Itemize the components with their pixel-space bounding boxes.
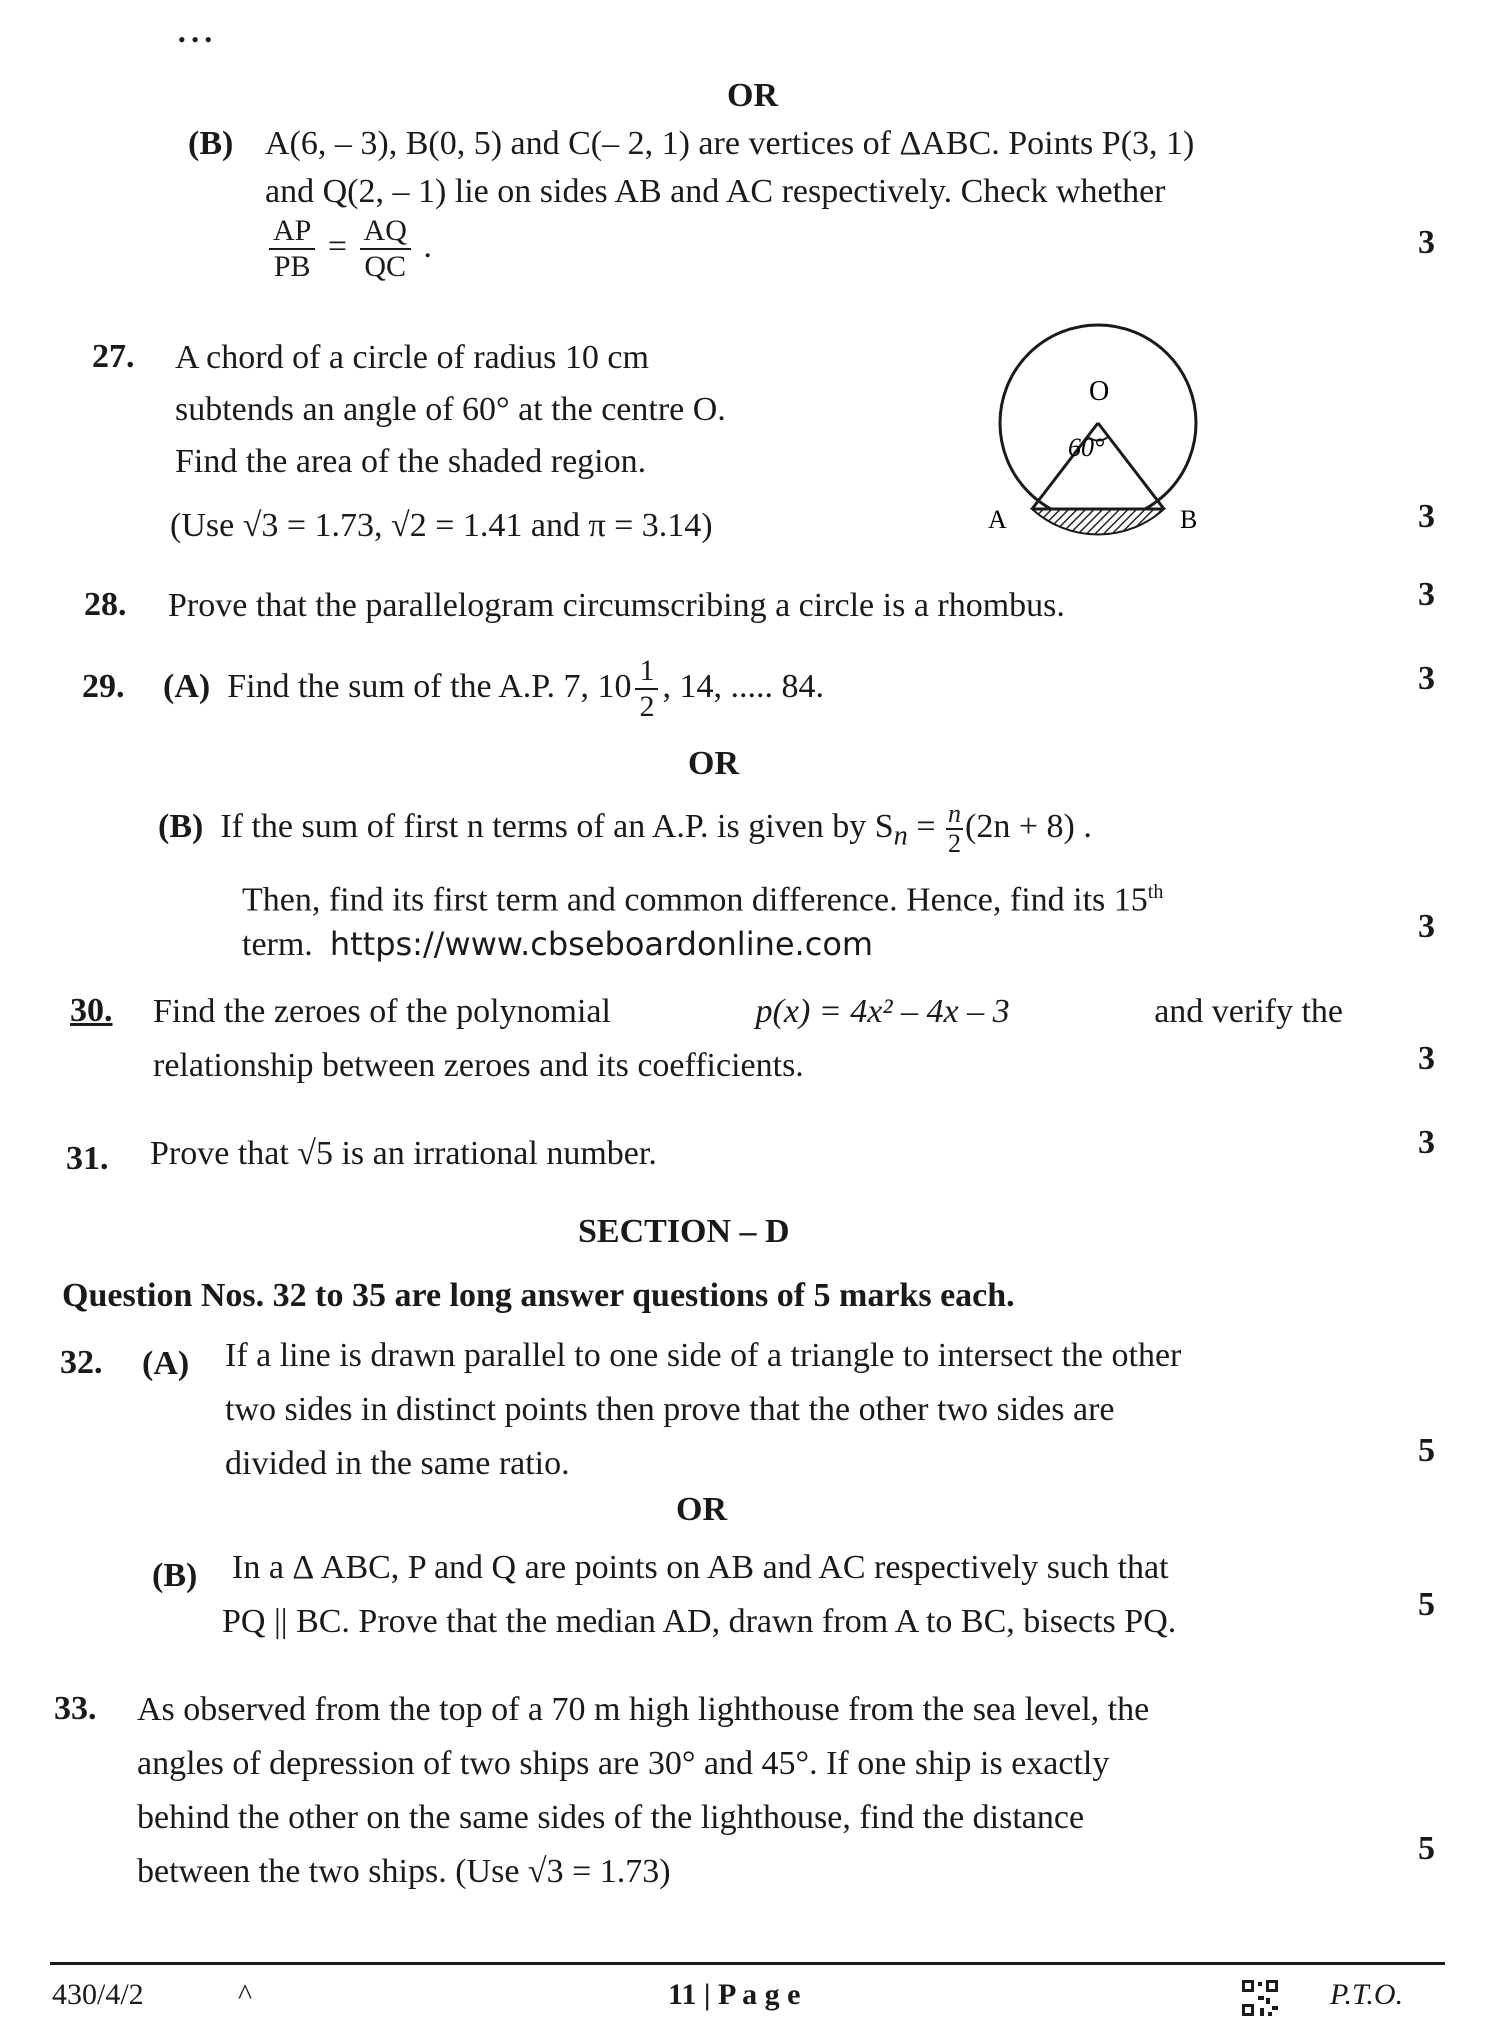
marks: 3 (1418, 1124, 1435, 1161)
fraction-half: $\frac{1}{2}$ (635, 654, 658, 724)
label-angle: 60° (1068, 433, 1105, 462)
caret-mark: ^ (238, 1978, 253, 2011)
option-label: (A) (142, 1345, 190, 1382)
question-number: 31. (66, 1140, 109, 1177)
or-divider: OR (676, 1491, 727, 1528)
marks: 3 (1418, 908, 1435, 945)
question-text: If a line is drawn parallel to one side of a triangle to intersect the other (225, 1337, 1182, 1374)
question-text: Prove that √5 is an irrational number. (150, 1135, 657, 1172)
question-text: between the two ships. (Use √3 = 1.73) (137, 1853, 671, 1890)
marks: 5 (1418, 1830, 1435, 1867)
question-text: A chord of a circle of radius 10 cm (175, 339, 649, 376)
question-text: Find the area of the shaded region. (175, 443, 647, 480)
marks: 5 (1418, 1586, 1435, 1623)
question-text: A(6, – 3), B(0, 5) and C(– 2, 1) are vertices of ΔABC. Points P(3, 1) (265, 125, 1195, 162)
question-number: 33. (54, 1690, 97, 1727)
source-url: https://www.cbseboardonline.com (329, 925, 874, 963)
footer-rule (50, 1962, 1445, 1965)
question-text: behind the other on the same sides of the lighthouse, find the distance (137, 1799, 1085, 1836)
label-b: B (1180, 505, 1198, 534)
continuation-dots: • • • (178, 27, 213, 52)
question-text: and Q(2, – 1) lie on sides AB and AC respectively. Check whether (265, 173, 1166, 210)
question-text: Find the zeroes of the polynomial p(x) = 4x² – 4x – 3 and verify the (153, 986, 1343, 1038)
ratio-expression: $\frac{AP}{PB}$ = $\frac{AQ}{QC}$ . (265, 214, 432, 284)
fraction-aq-qc: $\frac{AQ}{QC}$ (360, 214, 411, 284)
question-29b: (B) If the sum of first n terms of an A.P. is given by $S_n$ = $\frac{n}{2}$ (2n + 8) . (158, 799, 1092, 858)
marks: 3 (1418, 576, 1435, 613)
option-label: (B) (188, 125, 234, 162)
shaded-segment (1032, 509, 1164, 535)
paper-code: 430/4/2 (52, 1978, 144, 2011)
option-label: (B) (152, 1557, 198, 1594)
or-divider: OR (688, 745, 739, 782)
question-text: Then, find its first term and common difference. Hence, find its 15th (242, 881, 1164, 919)
fraction-ap-pb: $\frac{AP}{PB}$ (269, 214, 315, 284)
circle-figure (960, 320, 1230, 550)
marks: 5 (1418, 1432, 1435, 1469)
question-text: relationship between zeroes and its coefficients. (153, 1047, 804, 1084)
question-text: Prove that the parallelogram circumscribing a circle is a rhombus. (168, 587, 1065, 624)
page-number: 11 | P a g e (668, 1978, 801, 2011)
question-number: 28. (84, 586, 127, 623)
question-number: 27. (92, 338, 135, 375)
question-text: PQ || BC. Prove that the median AD, drawn from A to BC, bisects PQ. (222, 1603, 1177, 1640)
section-instructions: Question Nos. 32 to 35 are long answer questions of 5 marks each. (62, 1277, 1015, 1314)
marks: 3 (1418, 498, 1435, 535)
marks: 3 (1418, 660, 1435, 697)
question-text: In a Δ ABC, P and Q are points on AB and AC respectively such that (232, 1549, 1169, 1586)
section-heading: SECTION – D (578, 1213, 790, 1250)
question-text: As observed from the top of a 70 m high lighthouse from the sea level, the (137, 1691, 1150, 1728)
label-o: O (1089, 376, 1110, 407)
radius-ob (1098, 423, 1164, 509)
or-divider: OR (727, 77, 778, 114)
fraction-n-over-2: $\frac{n}{2}$ (948, 799, 962, 858)
question-number: 32. (60, 1344, 103, 1381)
pto-label: P.T.O. (1330, 1978, 1404, 2011)
question-text: term. https://www.cbseboardonline.com (242, 925, 874, 963)
polynomial: p(x) = 4x² – 4x – 3 (755, 993, 1010, 1030)
question-text: two sides in distinct points then prove that the other two sides are (225, 1391, 1115, 1428)
question-number: 29. (82, 668, 125, 705)
question-text: (Use √3 = 1.73, √2 = 1.41 and π = 3.14) (170, 507, 713, 544)
qr-code-icon (1240, 1978, 1280, 2018)
marks: 3 (1418, 1040, 1435, 1077)
question-text: angles of depression of two ships are 30° and 45°. If one ship is exactly (137, 1745, 1110, 1782)
question-29a: (A) Find the sum of the A.P. 7, 10 $\frac{1}{2}$ , 14, ..... 84. (163, 654, 824, 723)
marks: 3 (1418, 224, 1435, 261)
question-number: 30. (70, 992, 113, 1029)
question-text: divided in the same ratio. (225, 1445, 570, 1482)
label-a: A (988, 505, 1007, 534)
question-text: subtends an angle of 60° at the centre O. (175, 391, 726, 428)
